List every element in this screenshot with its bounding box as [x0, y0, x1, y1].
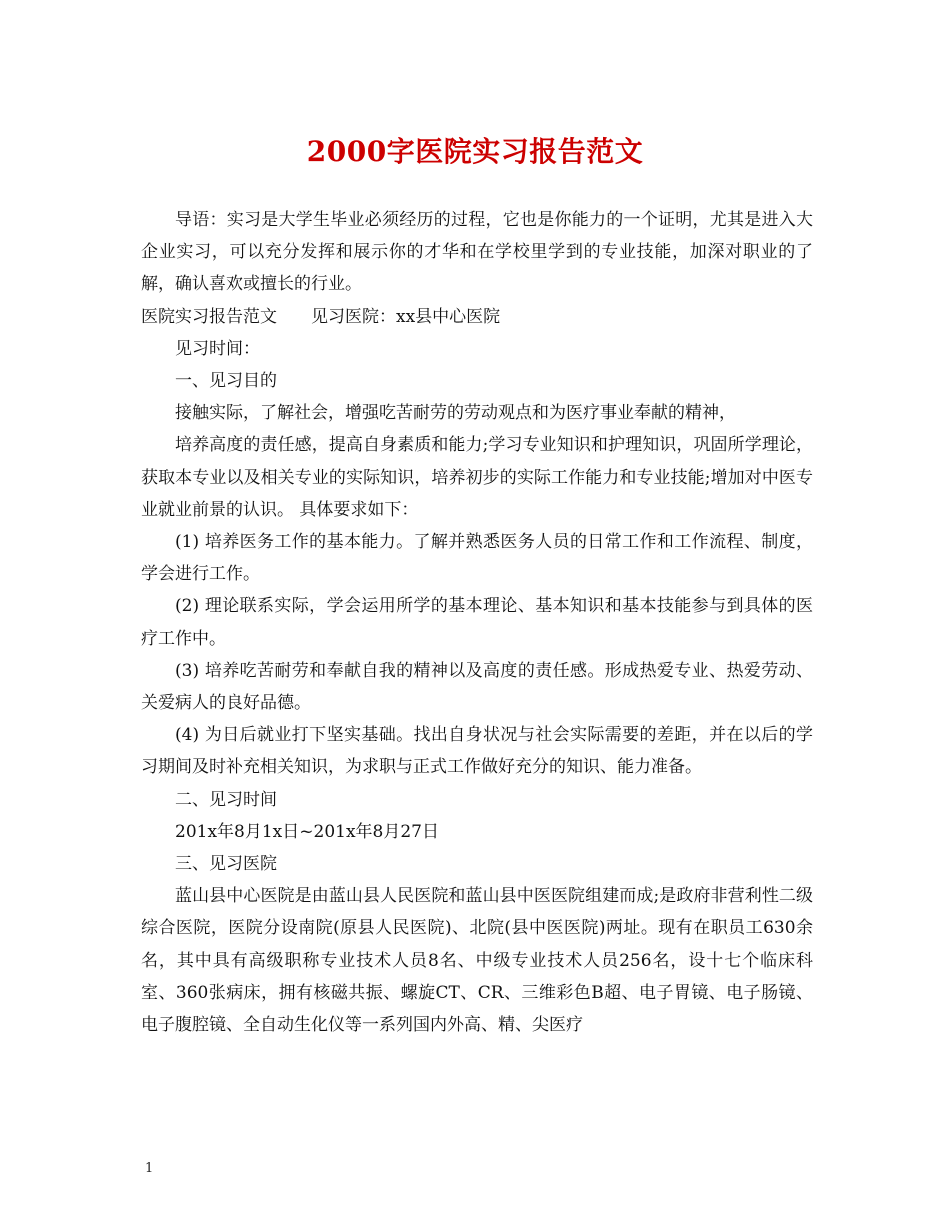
- document-title: 2000字医院实习报告范文: [306, 135, 644, 168]
- paragraph: 二、见习时间: [175, 789, 277, 810]
- paragraph: 三、见习医院: [175, 854, 277, 875]
- paragraph: 一、见习目的: [175, 371, 277, 392]
- paragraph: (2) 理论联系实际，学会运用所学的基本理论、基本知识和基本技能参与到具体的医疗工作中。: [141, 596, 813, 649]
- paragraph: (4) 为日后就业打下坚实基础。找出自身状况与社会实际需要的差距，并在以后的学习期间及时补充相关知识，为求职与正式工作做好充分的知识、能力准备。: [141, 725, 813, 778]
- page-number: 1: [145, 1161, 154, 1176]
- paragraph: 201x年8月1x日~201x年8月27日: [175, 821, 439, 842]
- paragraph: 培养高度的责任感，提高自身素质和能力;学习专业知识和护理知识，巩固所学理论，获取本专业以及相关专业的实际知识，培养初步的实际工作能力和专业技能;增加对中医专业就业前景的认识。 具体要求如下：: [141, 435, 813, 520]
- paragraph: 蓝山县中心医院是由蓝山县人民医院和蓝山县中医医院组建而成;是政府非营利性二级综合医院，医院分设南院(原县人民医院)、北院(县中医医院)两址。现有在职员工630余名，其中具有高级职称专业技术人员8名、中级专业技术人员256名，设十七个临床科室、360张病床，拥有核磁共振、螺旋CT、CR、三维彩色B超、电子胃镜、电子肠镜、电子腹腔镜、全自动生化仪等一系列国内外高、精、尖医疗: [141, 886, 813, 1036]
- paragraph: 导语：实习是大学生毕业必须经历的过程，它也是你能力的一个证明，尤其是进入大企业实习，可以充分发挥和展示你的才华和在学校里学到的专业技能，加深对职业的了解，确认喜欢或擅长的行业。: [141, 210, 813, 295]
- paragraph: 医院实习报告范文 见习医院：xx县中心医院: [141, 306, 501, 327]
- paragraph: (1) 培养医务工作的基本能力。了解并熟悉医务人员的日常工作和工作流程、制度，学会进行工作。: [141, 532, 813, 585]
- paragraph: 接触实际，了解社会，增强吃苦耐劳的劳动观点和为医疗事业奉献的精神，: [175, 403, 736, 424]
- document-body: [141, 204, 813, 1041]
- paragraph: (3) 培养吃苦耐劳和奉献自我的精神以及高度的责任感。形成热爱专业、热爱劳动、关爱病人的良好品德。: [141, 660, 813, 714]
- paragraph: 见习时间：: [175, 338, 260, 359]
